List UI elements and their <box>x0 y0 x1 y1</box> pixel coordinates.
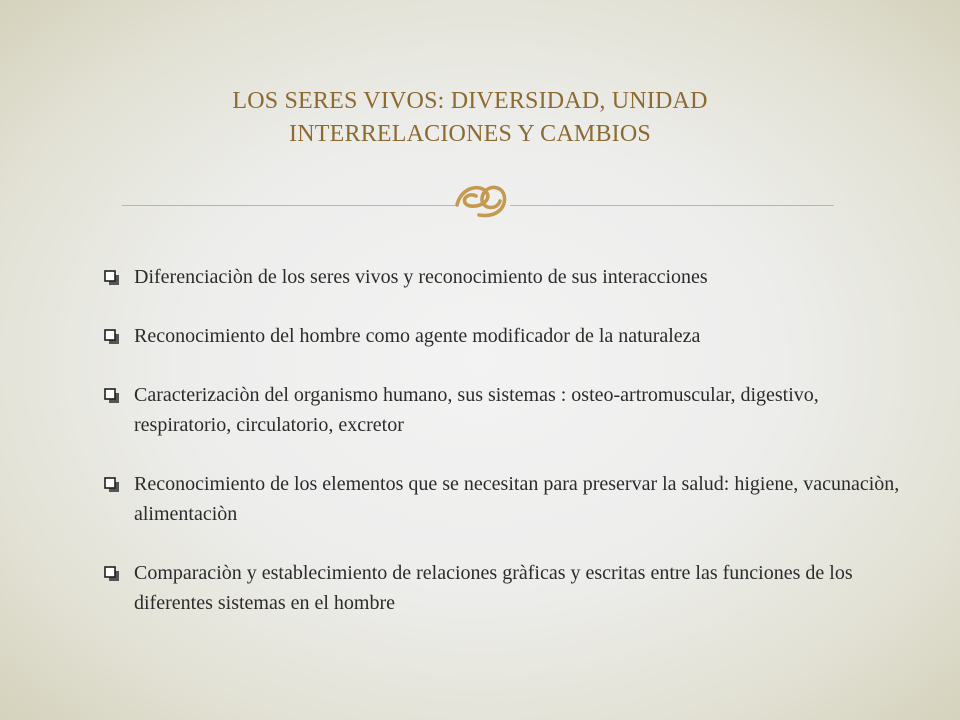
list-item-text: Reconocimiento de los elementos que se necesitan para preservar la salud: higiene, vacunaciòn, alimentaciòn <box>134 473 900 525</box>
list-item <box>104 321 904 351</box>
slide-title <box>150 85 790 151</box>
hollow-square-bullet-icon <box>104 329 120 345</box>
list-item <box>104 262 904 292</box>
title-line-2: INTERRELACIONES Y CAMBIOS <box>289 121 651 147</box>
list-item-text: Diferenciaciòn de los seres vivos y reconocimiento de sus interacciones <box>134 266 708 288</box>
bullet-list <box>104 262 904 618</box>
hollow-square-bullet-icon <box>104 566 120 582</box>
title-line-1: LOS SERES VIVOS: DIVERSIDAD, UNIDAD <box>232 88 708 114</box>
list-item <box>104 469 904 529</box>
divider-line-right <box>510 205 834 206</box>
list-item <box>104 380 904 440</box>
divider-line-left <box>122 205 455 206</box>
list-item-text: Comparaciòn y establecimiento de relaciones gràficas y escritas entre las funciones de los diferentes sistemas en el hombre <box>134 562 853 614</box>
list-item <box>104 558 904 618</box>
list-item-text: Caracterizaciòn del organismo humano, sus sistemas : osteo-artromuscular, digestivo, respiratorio, circulatorio, excretor <box>134 384 819 436</box>
hollow-square-bullet-icon <box>104 388 120 404</box>
hollow-square-bullet-icon <box>104 270 120 286</box>
list-item-text: Reconocimiento del hombre como agente modificador de la naturaleza <box>134 325 701 347</box>
hollow-square-bullet-icon <box>104 477 120 493</box>
scroll-ornament-icon <box>451 176 513 224</box>
